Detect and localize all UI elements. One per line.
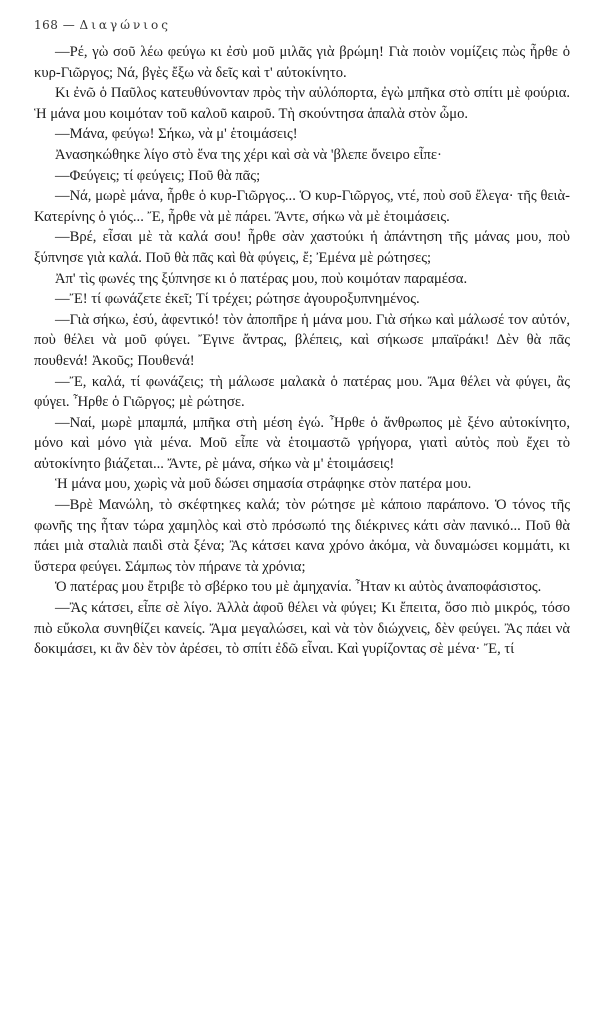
running-head-separator: —: [58, 18, 80, 32]
paragraph: —Νά, μωρὲ μάνα, ἦρθε ὁ κυρ-Γιῶργος... Ὁ κυρ-Γιῶργος, ντέ, ποὺ σοῦ ἔλεγα· τῆς θειὰ-Κατερίνης ὁ γιός... Ἔ, ἦρθε νὰ μὲ πάρει. Ἄντε, σήκω νὰ μὲ ἑτοιμάσεις.: [34, 188, 570, 225]
book-title: Διαγώνιος: [79, 18, 171, 32]
page-number: 168: [34, 18, 59, 32]
paragraph: Ἀνασηκώθηκε λίγο στὸ ἕνα της χέρι καὶ σὰ νὰ 'βλεπε ὄνειρο εἶπε·: [55, 146, 442, 163]
paragraph: Κι ἐνῶ ὁ Παῦλος κατευθύνονταν πρὸς τὴν αὐλόπορτα, ἐγὼ μπῆκα στὸ σπίτι μὲ φούρια. Ἡ μάνα μου κοιμόταν τοῦ καλοῦ καιροῦ. Τὴ σκούντησα ἁπαλὰ στὸν ὦμο.: [34, 85, 570, 122]
paragraph: Ἡ μάνα μου, χωρὶς νὰ μοῦ δώσει σημασία στράφηκε στὸν πατέρα μου.: [55, 476, 472, 493]
paragraph: —Φεύγεις; τί φεύγεις; Ποῦ θὰ πᾶς;: [55, 167, 261, 184]
body-text: [34, 42, 570, 660]
book-page: [34, 18, 570, 660]
paragraph: —Ἔ! τί φωνάζετε ἐκεῖ; Τί τρέχει; ρώτησε ἀγουροξυπνημένος.: [55, 291, 420, 308]
paragraph: —Ἔ, καλά, τί φωνάζεις; τὴ μάλωσε μαλακὰ ὁ πατέρας μου. Ἄμα θέλει νὰ φύγει, ἂς φύγει. Ἦρθε ὁ Γιῶργος; μὲ ρώτησε.: [34, 373, 570, 411]
paragraph: —Βρὲ Μανώλη, τὸ σκέφτηκες καλά; τὸν ρώτησε μὲ κάποιο παράπονο. Ὁ τόνος τῆς φωνῆς της ἦταν τώρα χαμηλὸς καὶ στὸ πρόσωπό της διέκρινες κάτι σὰν πανικό... Ποῦ θὰ πάει μιὰ σταλιὰ παιδὶ στὰ ξένα; Ἂς κάτσει κανα χρόνο ἀκόμα, νὰ δυναμώσει κομμάτι, κι ὕστερα φεύγει. Σάμπως τὸν πήρανε τὰ χρόνια;: [34, 497, 570, 575]
paragraph: —Ρέ, γὼ σοῦ λέω φεύγω κι ἐσὺ μοῦ μιλᾶς γιὰ βρώμη! Γιὰ ποιὸν νομίζεις πὼς ἦρθε ὁ κυρ-Γιῶργος; Νά, βγὲς ἔξω νὰ δεῖς καὶ τ' αὐτοκίνητο.: [34, 44, 570, 81]
paragraph: —Ναί, μωρὲ μπαμπά, μπῆκα στὴ μέση ἐγώ. Ἦρθε ὁ ἄνθρωπος μὲ ξένο αὐτοκίνητο, μόνο καὶ μόνο γιὰ μένα. Μοῦ εἶπε νὰ ἑτοιμαστῶ γρήγορα, γιατὶ αὐτὸς ποὺ ἔχει τὸ αὐτοκίνητο βιάζεται... Ἄντε, ρὲ μάνα, σήκω νὰ μ' ἑτοιμάσεις!: [34, 414, 570, 472]
paragraph: —Γιὰ σήκω, ἐσύ, ἀφεντικό! τὸν ἀποπῆρε ἡ μάνα μου. Γιὰ σήκω καὶ μάλωσέ τον αὐτόν, ποὺ θέλει νὰ μοῦ φύγει. Ἔγινε ἄντρας, βλέπεις, καὶ σήκωσε μπαϊράκι! Δὲν θὰ πᾶς πουθενά! Ἀκοῦς; Πουθενά!: [34, 311, 570, 369]
paragraph: Ἀπ' τὶς φωνές της ξύπνησε κι ὁ πατέρας μου, ποὺ κοιμόταν παραμέσα.: [55, 270, 468, 287]
paragraph: —Βρέ, εἶσαι μὲ τὰ καλά σου! ἦρθε σὰν χαστούκι ἡ ἀπάντηση τῆς μάνας μου, ποὺ ξύπνησε γιὰ καλά. Ποῦ θὰ πᾶς καὶ θὰ φύγεις, ἔ; Ἐμένα μὲ ρώτησες;: [34, 229, 570, 266]
paragraph: —Μάνα, φεύγω! Σήκω, νὰ μ' ἑτοιμάσεις!: [55, 126, 298, 143]
paragraph: Ὁ πατέρας μου ἔτριβε τὸ σβέρκο του μὲ ἀμηχανία. Ἦταν κι αὐτὸς ἀναποφάσιστος.: [55, 579, 542, 596]
running-head: [34, 18, 570, 32]
paragraph: —Ἂς κάτσει, εἶπε σὲ λίγο. Ἀλλὰ ἀφοῦ θέλει νὰ φύγει; Κι ἔπειτα, ὅσο πιὸ μικρός, τόσο πιὸ εὔκολα συνηθίζει κανείς. Ἄμα μεγαλώσει, καὶ νὰ τὸν διώχνεις, δὲν φεύγει. Ἂς πάει νὰ δοκιμάσει, κι ἂν δὲν τὸν ἀρέσει, τὸ σπίτι ἐδῶ εἶναι. Καὶ γυρίζοντας σὲ μένα· Ἔ, τί: [34, 600, 570, 658]
